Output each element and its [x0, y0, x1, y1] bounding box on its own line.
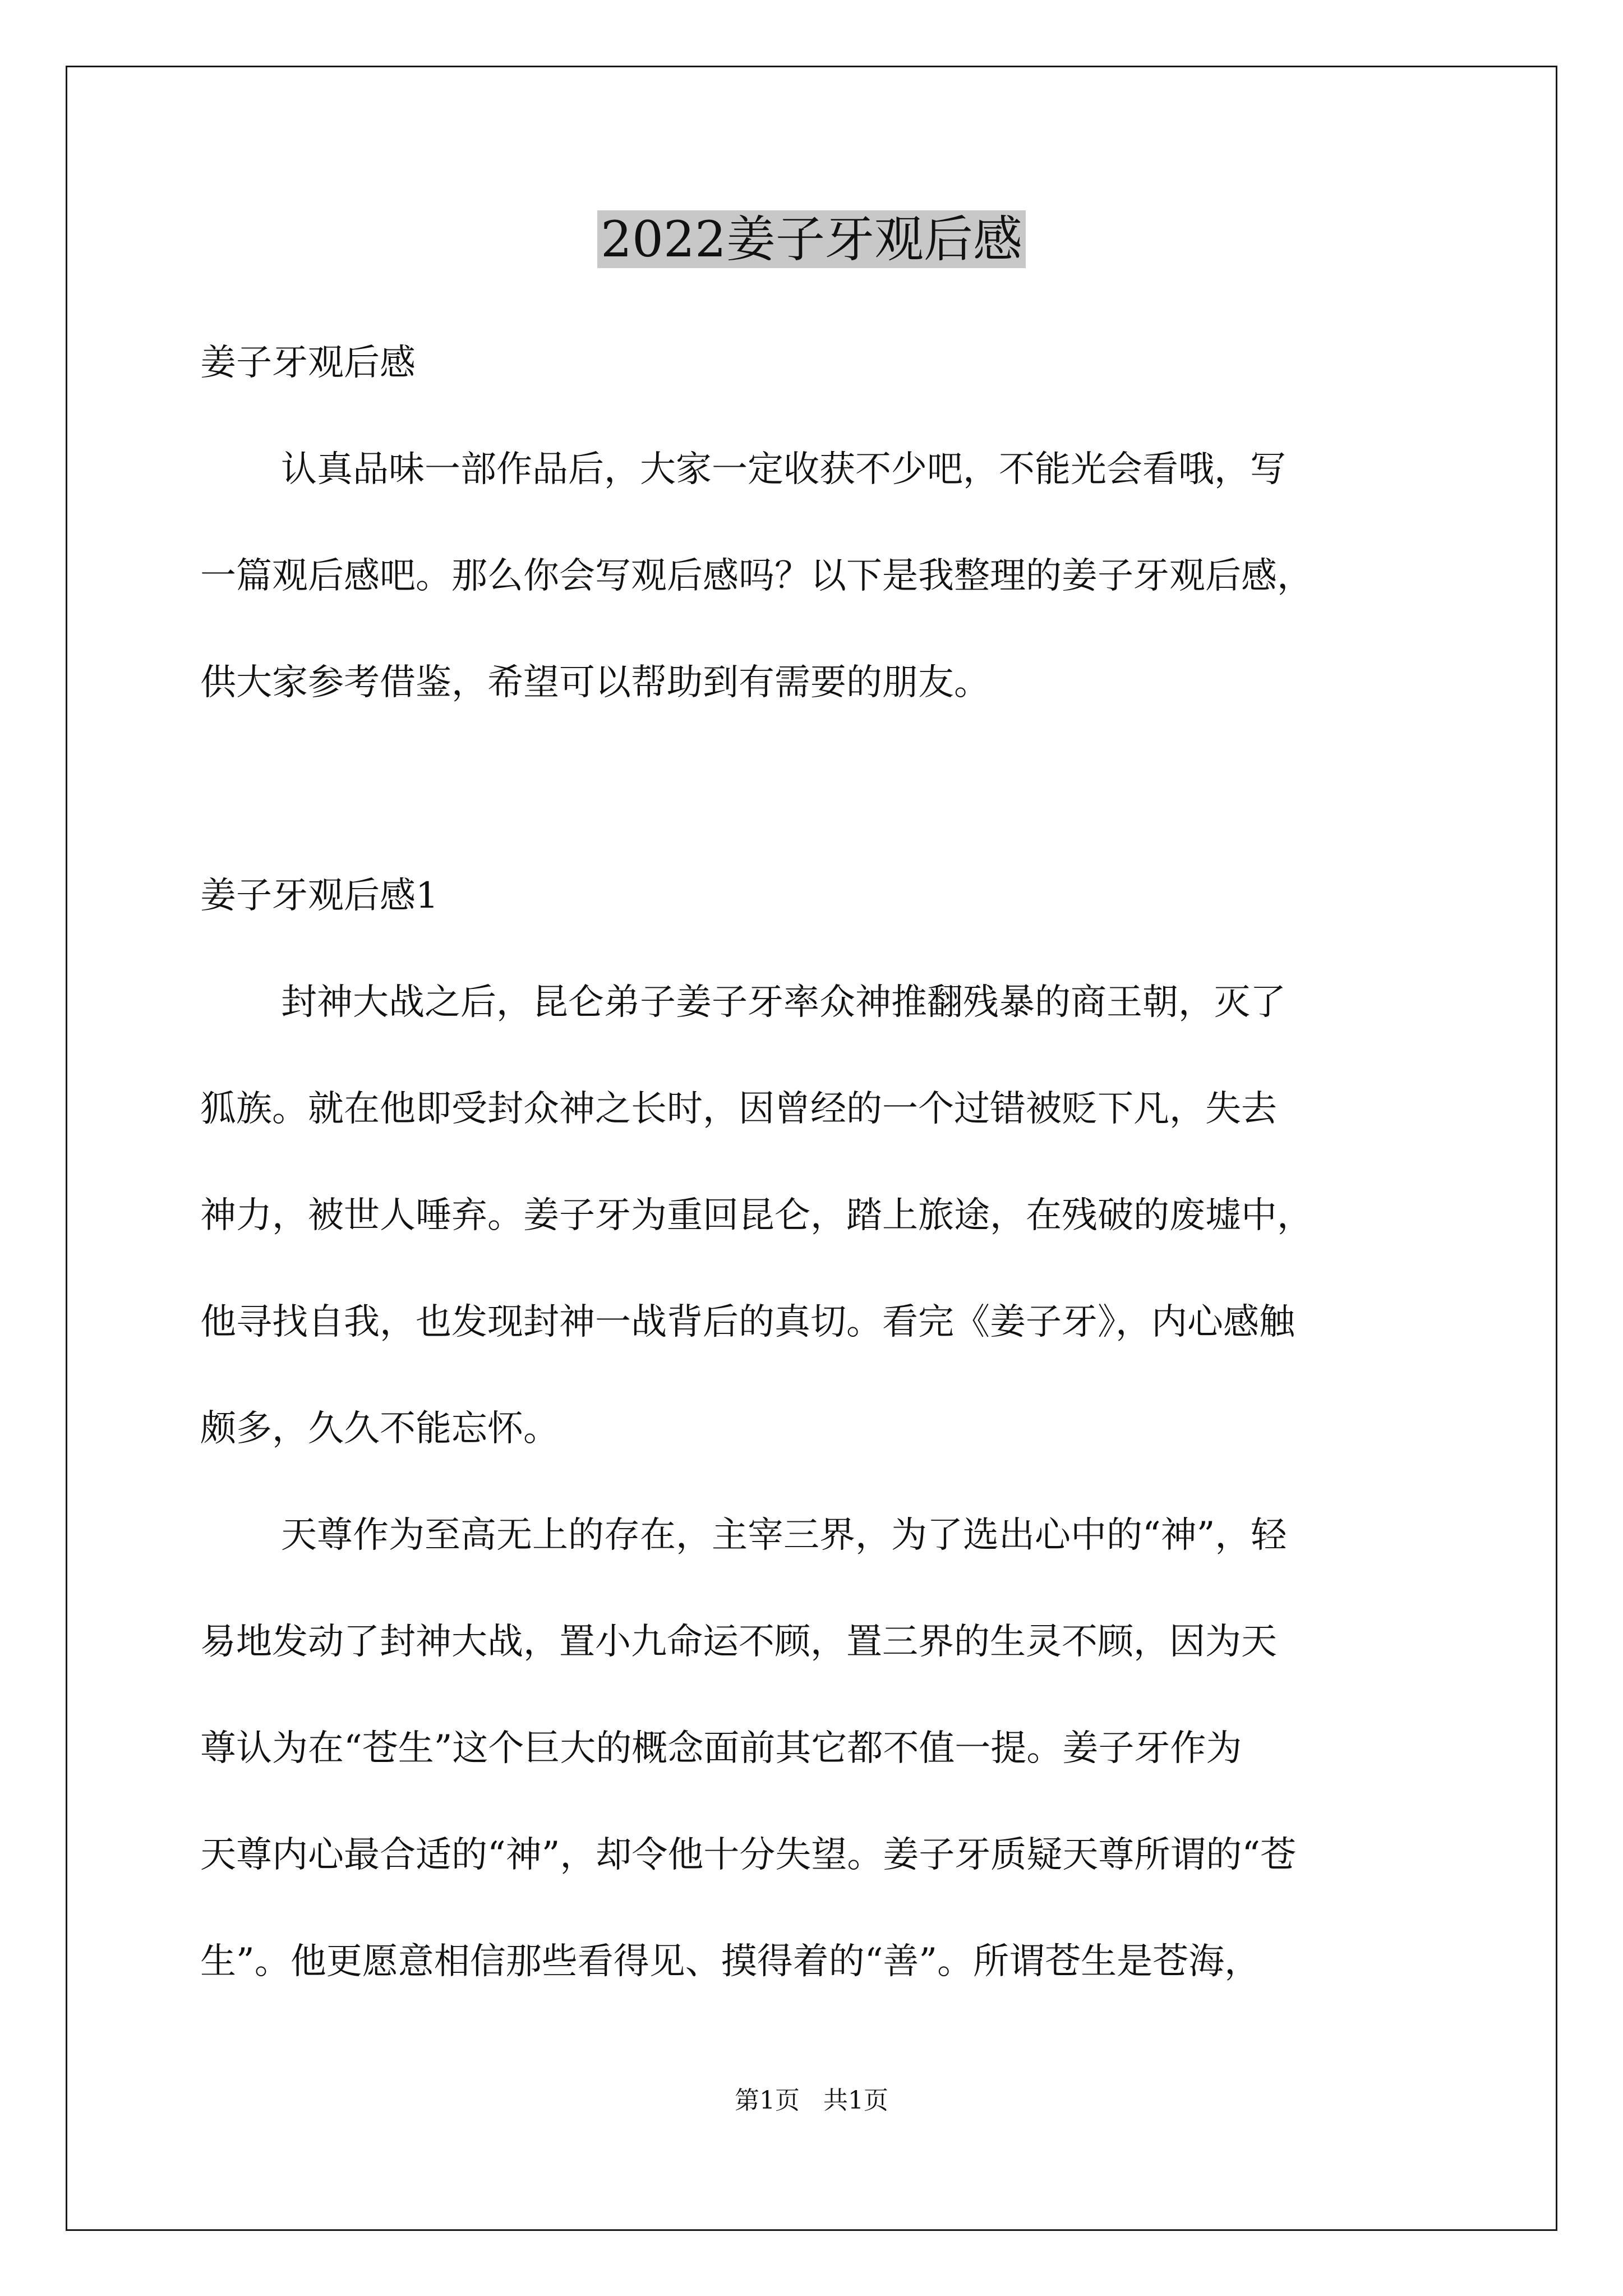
intro-line-2: 一篇观后感吧。那么你会写观后感吗？以下是我整理的姜子牙观后感，: [200, 555, 1313, 597]
paragraph2-line-1: 天尊作为至高无上的存在，主宰三界，为了选出心中的“神”，轻: [281, 1515, 1287, 1556]
paragraph2-line-3: 尊认为在“苍生”这个巨大的概念面前其它都不值一提。姜子牙作为: [200, 1728, 1242, 1769]
section-heading: 姜子牙观后感1: [200, 875, 439, 917]
document-title: [0, 206, 1623, 273]
page-footer: 第1页 共1页: [735, 2086, 888, 2115]
paragraph1-line-1: 封神大战之后，昆仑弟子姜子牙率众神推翻残暴的商王朝，灭了: [281, 982, 1286, 1023]
paragraph1-line-2: 狐族。就在他即受封众神之长时，因曾经的一个过错被贬下凡，失去: [200, 1088, 1277, 1130]
paragraph1-line-3: 神力，被世人唾弃。姜子牙为重回昆仑，踏上旅途，在残破的废墟中，: [200, 1195, 1313, 1236]
intro-line-1: 认真品味一部作品后，大家一定收获不少吧，不能光会看哦，写: [281, 449, 1286, 490]
document-subtitle: 姜子牙观后感: [200, 342, 416, 384]
paragraph2-line-2: 易地发动了封神大战，置小九命运不顾，置三界的生灵不顾，因为天: [200, 1621, 1277, 1663]
paragraph2-line-5: 生”。他更愿意相信那些看得见、摸得着的“善”。所谓苍生是苍海，: [200, 1941, 1261, 1982]
paragraph1-line-4: 他寻找自我，也发现封神一战背后的真切。看完《姜子牙》，内心感触: [200, 1301, 1295, 1343]
intro-line-3: 供大家参考借鉴，希望可以帮助到有需要的朋友。: [200, 662, 990, 703]
page-border: [66, 66, 1557, 2231]
paragraph1-line-5: 颇多，久久不能忘怀。: [200, 1408, 559, 1450]
document-title-text: 2022姜子牙观后感: [597, 210, 1026, 268]
paragraph2-line-4: 天尊内心最合适的“神”，却令他十分失望。姜子牙质疑天尊所谓的“苍: [200, 1834, 1297, 1876]
